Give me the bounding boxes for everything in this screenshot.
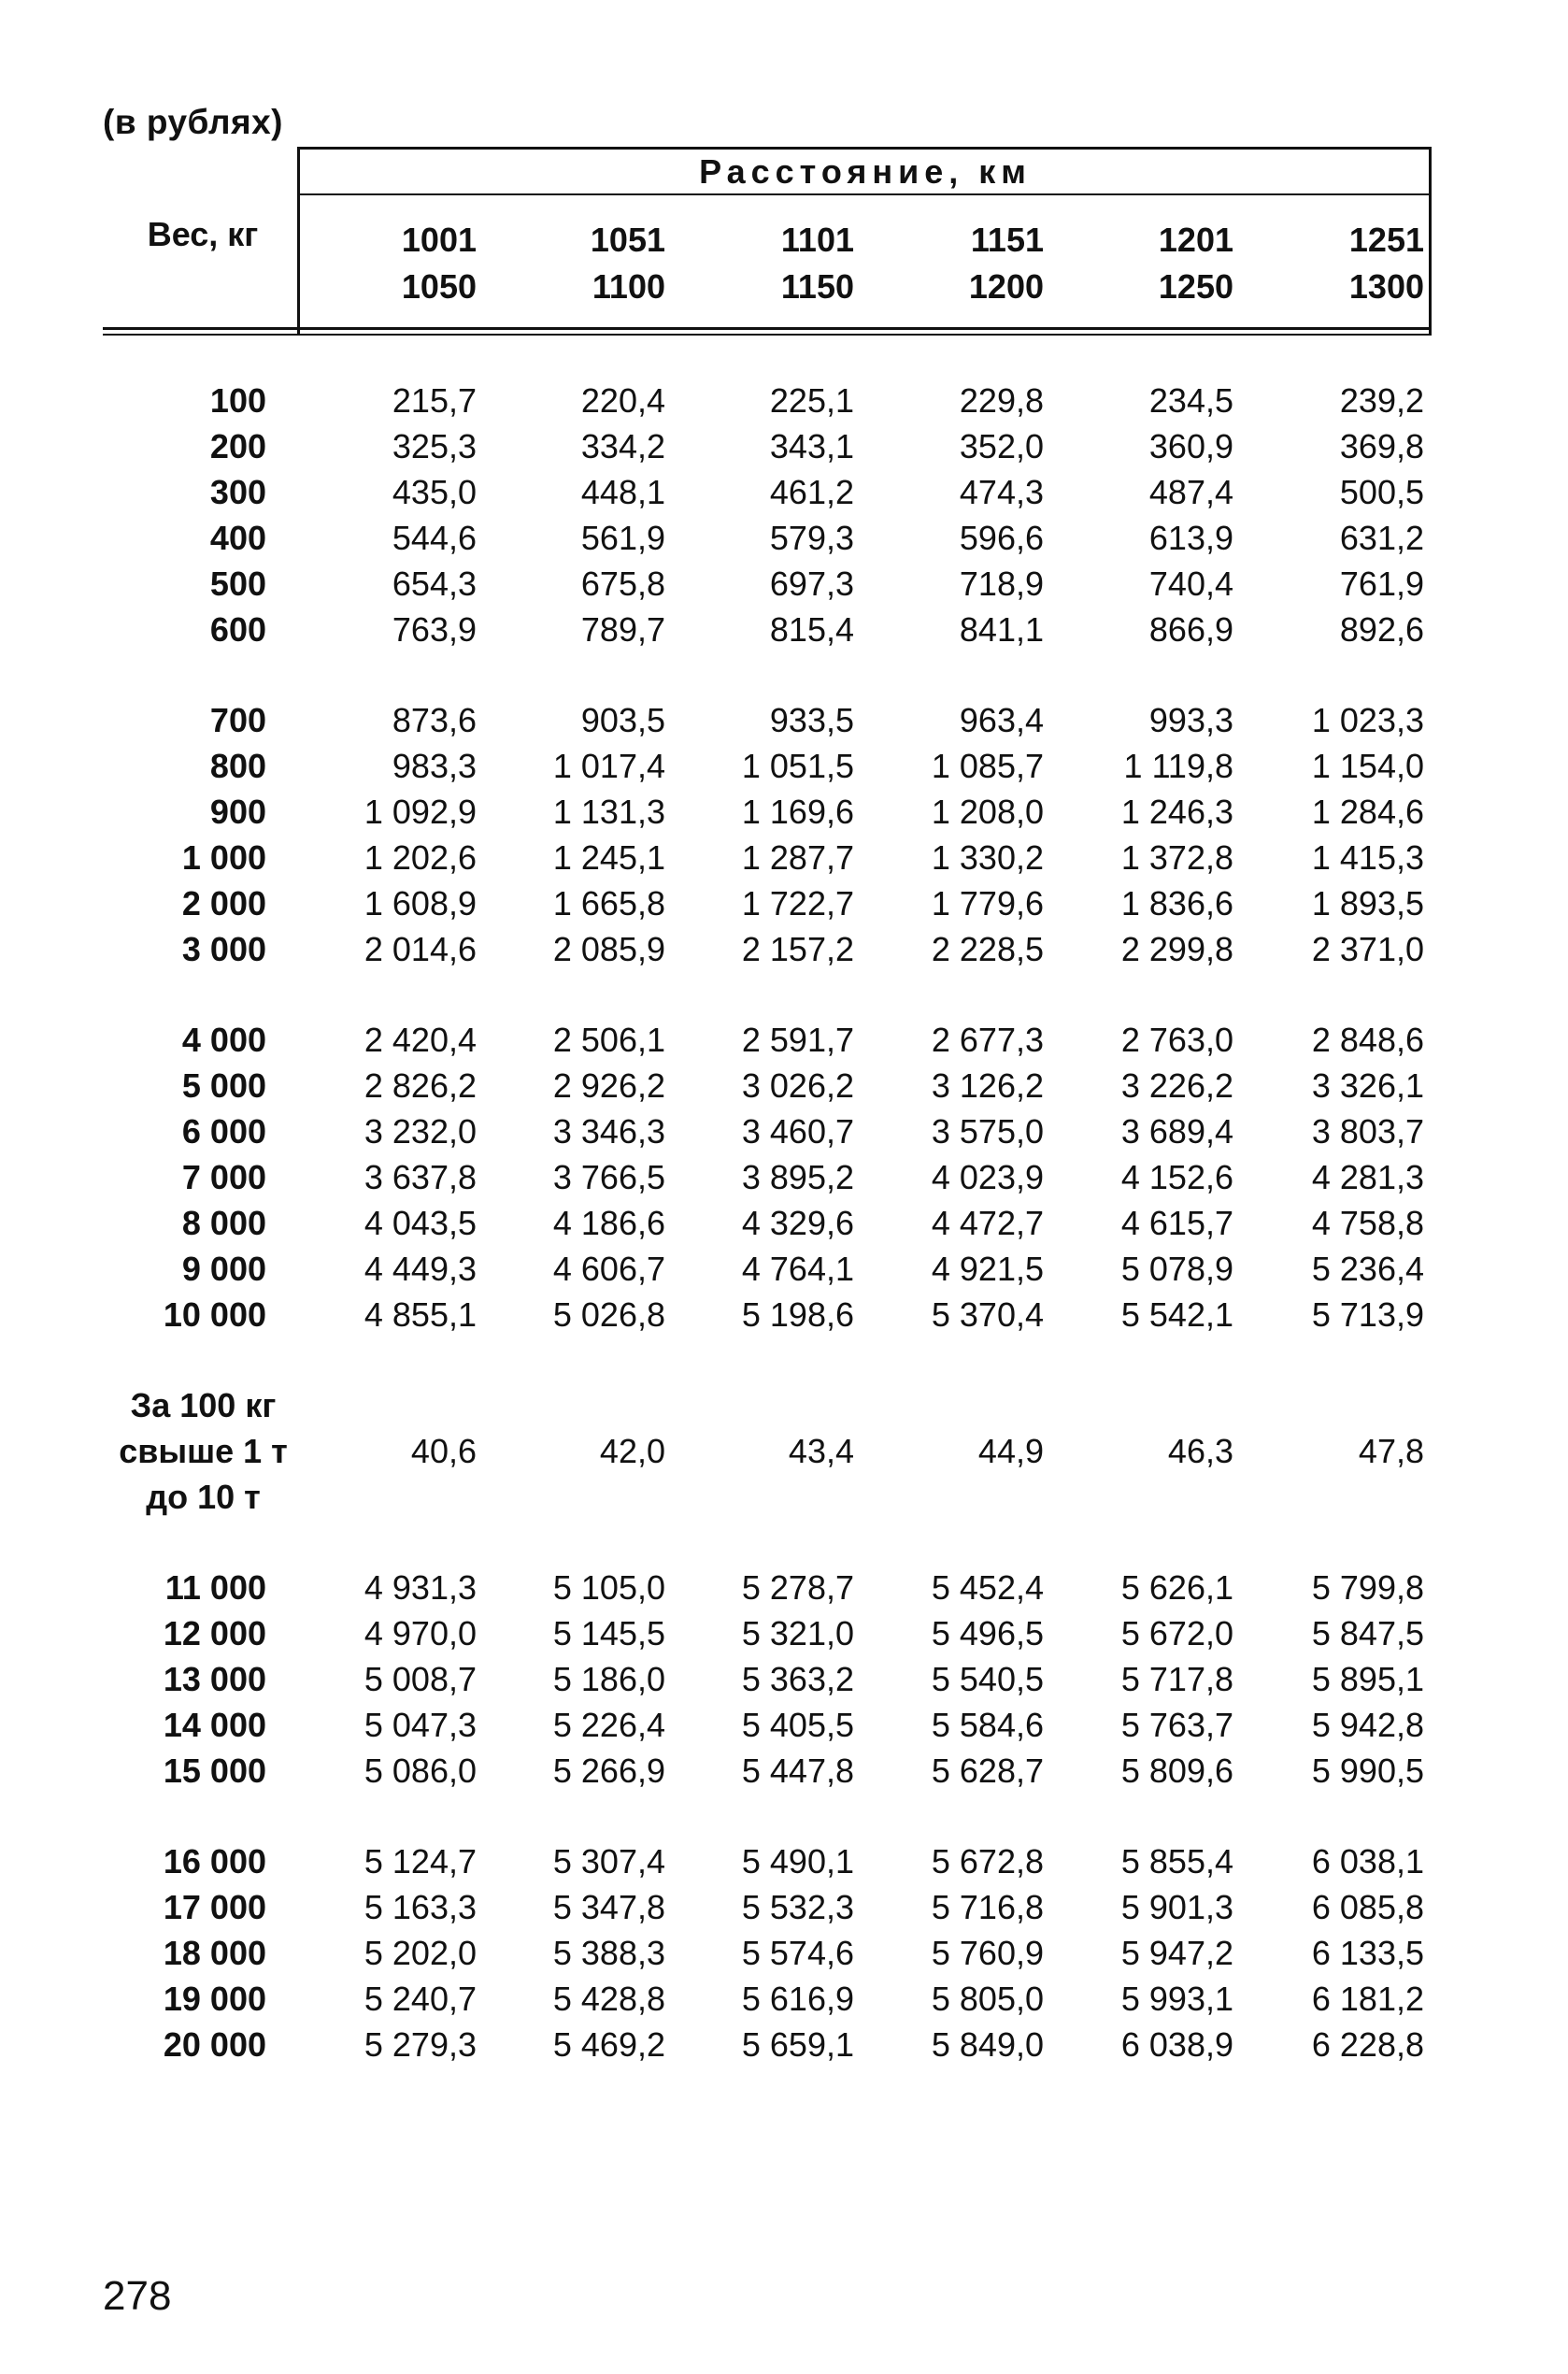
price-cell: 4 921,5 (931, 1250, 1044, 1288)
price-cell: 3 126,2 (931, 1066, 1044, 1105)
price-cell: 866,9 (1148, 610, 1233, 649)
price-cell: 2 371,0 (1311, 930, 1424, 968)
price-cell: 1 119,8 (1123, 747, 1233, 785)
price-cell: 5 047,3 (363, 1706, 477, 1744)
weight-cell: 5 000 (181, 1066, 266, 1105)
price-cell: 239,2 (1339, 381, 1424, 420)
price-cell: 435,0 (392, 473, 477, 511)
price-cell: 4 931,3 (363, 1568, 477, 1607)
weight-cell: 100 (209, 381, 266, 420)
table-row (0, 1108, 1568, 1154)
header-top-rule (297, 147, 1432, 150)
price-cell: 6 133,5 (1311, 1934, 1424, 1972)
price-cell: 3 326,1 (1311, 1066, 1424, 1105)
price-cell: 2 677,3 (931, 1021, 1044, 1059)
price-cell: 5 086,0 (363, 1752, 477, 1790)
table-row (0, 1748, 1568, 1794)
price-cell: 2 085,9 (552, 930, 665, 968)
weight-cell: 300 (209, 473, 266, 511)
price-cell: 6 085,8 (1311, 1888, 1424, 1926)
column-6-to: 1300 (1348, 267, 1424, 306)
price-cell: 2 591,7 (741, 1021, 854, 1059)
price-cell: 596,6 (959, 519, 1044, 557)
price-cell: 2 420,4 (363, 1021, 477, 1059)
price-cell: 1 023,3 (1311, 701, 1424, 739)
weight-cell: 9 000 (181, 1250, 266, 1288)
group-spacer (0, 972, 1568, 1017)
weight-cell: 600 (209, 610, 266, 649)
price-cell: 1 284,6 (1311, 793, 1424, 831)
price-cell: 3 637,8 (363, 1158, 477, 1196)
price-cell: 4 855,1 (363, 1295, 477, 1334)
per-100kg-price-cell: 44,9 (977, 1432, 1044, 1470)
price-cell: 579,3 (769, 519, 854, 557)
table-row (0, 1610, 1568, 1656)
price-cell: 654,3 (392, 565, 477, 603)
weight-cell: 15 000 (163, 1752, 266, 1790)
weight-cell: 2 000 (181, 884, 266, 922)
group-spacer (0, 1337, 1568, 1382)
price-cell: 1 017,4 (552, 747, 665, 785)
price-cell: 4 472,7 (931, 1204, 1044, 1242)
price-cell: 5 026,8 (552, 1295, 665, 1334)
weight-cell: 18 000 (163, 1934, 266, 1972)
per-100kg-price-cell: 42,0 (599, 1432, 665, 1470)
weight-column-header: Вес, кг (147, 215, 259, 253)
price-cell: 1 169,6 (741, 793, 854, 831)
price-cell: 4 758,8 (1311, 1204, 1424, 1242)
column-4-to: 1200 (968, 267, 1044, 306)
price-cell: 6 038,9 (1120, 2025, 1233, 2064)
price-cell: 4 764,1 (741, 1250, 854, 1288)
price-cell: 229,8 (959, 381, 1044, 420)
weight-cell: 1 000 (181, 838, 266, 877)
price-cell: 5 993,1 (1120, 1980, 1233, 2018)
table-row (0, 697, 1568, 743)
price-cell: 3 026,2 (741, 1066, 854, 1105)
weight-cell: 14 000 (163, 1706, 266, 1744)
weight-cell: 700 (209, 701, 266, 739)
weight-cell: 19 000 (163, 1980, 266, 2018)
price-cell: 5 672,0 (1120, 1614, 1233, 1652)
price-cell: 5 452,4 (931, 1568, 1044, 1607)
price-cell: 892,6 (1339, 610, 1424, 649)
price-cell: 5 202,0 (363, 1934, 477, 1972)
weight-cell: 20 000 (163, 2025, 266, 2064)
column-2-to: 1100 (592, 267, 665, 306)
price-cell: 5 496,5 (931, 1614, 1044, 1652)
price-cell: 5 717,8 (1120, 1660, 1233, 1698)
price-cell: 487,4 (1148, 473, 1233, 511)
price-cell: 5 226,4 (552, 1706, 665, 1744)
price-cell: 763,9 (392, 610, 477, 649)
price-cell: 5 542,1 (1120, 1295, 1233, 1334)
price-cell: 5 363,2 (741, 1660, 854, 1698)
price-cell: 3 575,0 (931, 1112, 1044, 1151)
price-cell: 631,2 (1339, 519, 1424, 557)
price-cell: 5 799,8 (1311, 1568, 1424, 1607)
weight-cell: 4 000 (181, 1021, 266, 1059)
per-100kg-label-line: до 10 т (146, 1478, 261, 1516)
price-cell: 4 043,5 (363, 1204, 477, 1242)
price-cell: 675,8 (580, 565, 665, 603)
price-cell: 3 232,0 (363, 1112, 477, 1151)
price-cell: 5 278,7 (741, 1568, 854, 1607)
price-cell: 1 779,6 (931, 884, 1044, 922)
price-cell: 325,3 (392, 427, 477, 465)
table-row (0, 1200, 1568, 1246)
weight-cell: 6 000 (181, 1112, 266, 1151)
price-cell: 2 299,8 (1120, 930, 1233, 968)
price-cell: 5 628,7 (931, 1752, 1044, 1790)
price-cell: 5 447,8 (741, 1752, 854, 1790)
price-cell: 933,5 (769, 701, 854, 739)
price-cell: 5 145,5 (552, 1614, 665, 1652)
price-cell: 5 307,4 (552, 1842, 665, 1881)
table-row (0, 1154, 1568, 1200)
price-cell: 1 208,0 (931, 793, 1044, 831)
price-cell: 1 665,8 (552, 884, 665, 922)
weight-cell: 400 (209, 519, 266, 557)
price-cell: 474,3 (959, 473, 1044, 511)
table-body (0, 378, 1568, 2067)
weight-cell: 500 (209, 565, 266, 603)
price-cell: 1 154,0 (1311, 747, 1424, 785)
price-cell: 1 330,2 (931, 838, 1044, 877)
price-cell: 841,1 (959, 610, 1044, 649)
column-2-from: 1051 (590, 221, 665, 259)
price-cell: 5 163,3 (363, 1888, 477, 1926)
table-row (0, 926, 1568, 972)
price-cell: 815,4 (769, 610, 854, 649)
per-100kg-price-cell: 47,8 (1358, 1432, 1424, 1470)
price-cell: 1 608,9 (363, 884, 477, 922)
weight-cell: 17 000 (163, 1888, 266, 1926)
price-cell: 903,5 (580, 701, 665, 739)
per-100kg-row (0, 1382, 1568, 1520)
price-cell: 5 849,0 (931, 2025, 1044, 2064)
price-cell: 343,1 (769, 427, 854, 465)
per-100kg-label (103, 1382, 304, 1520)
price-cell: 234,5 (1148, 381, 1233, 420)
price-cell: 5 847,5 (1311, 1614, 1424, 1652)
column-5-from: 1201 (1158, 221, 1233, 259)
table-row (0, 1702, 1568, 1748)
price-cell: 5 540,5 (931, 1660, 1044, 1698)
table-row (0, 515, 1568, 561)
price-cell: 1 287,7 (741, 838, 854, 877)
price-cell: 1 893,5 (1311, 884, 1424, 922)
price-cell: 5 124,7 (363, 1842, 477, 1881)
price-cell: 360,9 (1148, 427, 1233, 465)
price-cell: 4 449,3 (363, 1250, 477, 1288)
price-cell: 5 321,0 (741, 1614, 854, 1652)
table-row (0, 1976, 1568, 2022)
price-cell: 4 152,6 (1120, 1158, 1233, 1196)
price-cell: 5 626,1 (1120, 1568, 1233, 1607)
price-cell: 740,4 (1148, 565, 1233, 603)
header-bottom-rule-2 (103, 334, 1432, 336)
table-row (0, 743, 1568, 789)
price-cell: 5 805,0 (931, 1980, 1044, 2018)
column-5-to: 1250 (1158, 267, 1233, 306)
table-row (0, 789, 1568, 835)
price-cell: 5 855,4 (1120, 1842, 1233, 1881)
group-spacer (0, 1520, 1568, 1565)
price-cell: 5 659,1 (741, 2025, 854, 2064)
price-cell: 963,4 (959, 701, 1044, 739)
table-row (0, 1565, 1568, 1610)
price-cell: 5 428,8 (552, 1980, 665, 2018)
price-cell: 613,9 (1148, 519, 1233, 557)
table-row (0, 607, 1568, 652)
weight-cell: 16 000 (163, 1842, 266, 1881)
price-cell: 3 766,5 (552, 1158, 665, 1196)
price-cell: 3 460,7 (741, 1112, 854, 1151)
header-subrule (297, 193, 1432, 195)
table-row (0, 1063, 1568, 1108)
price-cell: 2 926,2 (552, 1066, 665, 1105)
price-cell: 5 760,9 (931, 1934, 1044, 1972)
price-cell: 5 198,6 (741, 1295, 854, 1334)
price-cell: 1 836,6 (1120, 884, 1233, 922)
per-100kg-label-line: свыше 1 т (119, 1432, 288, 1470)
table-row (0, 378, 1568, 423)
distance-title: Расстояние, км (699, 152, 1032, 191)
price-cell: 2 157,2 (741, 930, 854, 968)
price-cell: 1 246,3 (1120, 793, 1233, 831)
price-cell: 4 615,7 (1120, 1204, 1233, 1242)
price-cell: 334,2 (580, 427, 665, 465)
price-cell: 3 689,4 (1120, 1112, 1233, 1151)
weight-cell: 10 000 (163, 1295, 266, 1334)
price-cell: 761,9 (1339, 565, 1424, 603)
weight-cell: 800 (209, 747, 266, 785)
price-cell: 4 281,3 (1311, 1158, 1424, 1196)
price-cell: 5 405,5 (741, 1706, 854, 1744)
price-cell: 5 616,9 (741, 1980, 854, 2018)
price-cell: 5 008,7 (363, 1660, 477, 1698)
price-cell: 5 266,9 (552, 1752, 665, 1790)
page-number: 278 (103, 2273, 172, 2319)
price-cell: 4 023,9 (931, 1158, 1044, 1196)
price-cell: 2 228,5 (931, 930, 1044, 968)
price-cell: 5 469,2 (552, 2025, 665, 2064)
units-note: (в рублях) (103, 103, 283, 141)
price-cell: 5 809,6 (1120, 1752, 1233, 1790)
weight-cell: 3 000 (181, 930, 266, 968)
table-row (0, 1656, 1568, 1702)
table-row (0, 423, 1568, 469)
price-cell: 5 947,2 (1120, 1934, 1233, 1972)
table-row (0, 1930, 1568, 1976)
price-cell: 5 763,7 (1120, 1706, 1233, 1744)
price-cell: 5 279,3 (363, 2025, 477, 2064)
price-cell: 993,3 (1148, 701, 1233, 739)
price-cell: 789,7 (580, 610, 665, 649)
price-cell: 1 131,3 (552, 793, 665, 831)
price-cell: 3 803,7 (1311, 1112, 1424, 1151)
price-cell: 1 202,6 (363, 838, 477, 877)
column-3-from: 1101 (780, 221, 854, 259)
table-row (0, 1246, 1568, 1292)
price-cell: 2 506,1 (552, 1021, 665, 1059)
table-row (0, 835, 1568, 880)
weight-cell: 200 (209, 427, 266, 465)
price-cell: 5 186,0 (552, 1660, 665, 1698)
price-cell: 2 848,6 (1311, 1021, 1424, 1059)
per-100kg-price-cell: 40,6 (410, 1432, 477, 1470)
price-cell: 4 606,7 (552, 1250, 665, 1288)
price-cell: 215,7 (392, 381, 477, 420)
price-cell: 1 415,3 (1311, 838, 1424, 877)
price-cell: 718,9 (959, 565, 1044, 603)
price-cell: 5 105,0 (552, 1568, 665, 1607)
price-cell: 1 722,7 (741, 884, 854, 922)
price-cell: 352,0 (959, 427, 1044, 465)
price-cell: 2 014,6 (363, 930, 477, 968)
table-row (0, 1017, 1568, 1063)
price-cell: 5 942,8 (1311, 1706, 1424, 1744)
price-cell: 5 370,4 (931, 1295, 1044, 1334)
price-cell: 5 236,4 (1311, 1250, 1424, 1288)
price-cell: 500,5 (1339, 473, 1424, 511)
price-cell: 983,3 (392, 747, 477, 785)
weight-cell: 13 000 (163, 1660, 266, 1698)
per-100kg-price-cell: 43,4 (788, 1432, 854, 1470)
price-cell: 3 226,2 (1120, 1066, 1233, 1105)
price-cell: 5 901,3 (1120, 1888, 1233, 1926)
per-100kg-price-cell: 46,3 (1167, 1432, 1233, 1470)
price-cell: 544,6 (392, 519, 477, 557)
price-cell: 4 186,6 (552, 1204, 665, 1242)
price-cell: 5 347,8 (552, 1888, 665, 1926)
price-cell: 220,4 (580, 381, 665, 420)
column-4-from: 1151 (970, 221, 1044, 259)
price-cell: 6 228,8 (1311, 2025, 1424, 2064)
price-cell: 4 970,0 (363, 1614, 477, 1652)
table-row (0, 1884, 1568, 1930)
table-row (0, 561, 1568, 607)
price-cell: 561,9 (580, 519, 665, 557)
price-cell: 5 584,6 (931, 1706, 1044, 1744)
table-row (0, 469, 1568, 515)
price-cell: 5 574,6 (741, 1934, 854, 1972)
group-spacer (0, 1794, 1568, 1838)
price-cell: 5 895,1 (1311, 1660, 1424, 1698)
price-cell: 461,2 (769, 473, 854, 511)
price-cell: 1 051,5 (741, 747, 854, 785)
price-cell: 5 388,3 (552, 1934, 665, 1972)
column-3-to: 1150 (780, 267, 854, 306)
price-cell: 2 826,2 (363, 1066, 477, 1105)
column-1-to: 1050 (401, 267, 477, 306)
header-bottom-rule-1 (103, 327, 1432, 330)
price-cell: 225,1 (769, 381, 854, 420)
per-100kg-label-line: За 100 кг (130, 1386, 277, 1424)
price-cell: 4 329,6 (741, 1204, 854, 1242)
column-6-from: 1251 (1348, 221, 1424, 259)
price-cell: 5 713,9 (1311, 1295, 1424, 1334)
weight-cell: 11 000 (164, 1568, 266, 1607)
column-1-from: 1001 (401, 221, 477, 259)
weight-cell: 7 000 (181, 1158, 266, 1196)
price-cell: 5 532,3 (741, 1888, 854, 1926)
price-cell: 3 895,2 (741, 1158, 854, 1196)
weight-cell: 8 000 (181, 1204, 266, 1242)
price-cell: 5 078,9 (1120, 1250, 1233, 1288)
price-cell: 5 990,5 (1311, 1752, 1424, 1790)
weight-cell: 900 (209, 793, 266, 831)
price-cell: 1 372,8 (1120, 838, 1233, 877)
table-row (0, 880, 1568, 926)
table-row (0, 1292, 1568, 1337)
price-cell: 873,6 (392, 701, 477, 739)
table-row (0, 1838, 1568, 1884)
price-cell: 6 038,1 (1311, 1842, 1424, 1881)
price-cell: 5 672,8 (931, 1842, 1044, 1881)
weight-cell: 12 000 (163, 1614, 266, 1652)
price-cell: 6 181,2 (1311, 1980, 1424, 2018)
price-cell: 1 245,1 (552, 838, 665, 877)
price-cell: 448,1 (580, 473, 665, 511)
price-cell: 697,3 (769, 565, 854, 603)
price-cell: 369,8 (1339, 427, 1424, 465)
price-cell: 5 240,7 (363, 1980, 477, 2018)
price-cell: 1 085,7 (931, 747, 1044, 785)
price-cell: 5 716,8 (931, 1888, 1044, 1926)
price-cell: 2 763,0 (1120, 1021, 1233, 1059)
price-cell: 3 346,3 (552, 1112, 665, 1151)
table-row (0, 2022, 1568, 2067)
group-spacer (0, 652, 1568, 697)
price-cell: 1 092,9 (363, 793, 477, 831)
price-cell: 5 490,1 (741, 1842, 854, 1881)
